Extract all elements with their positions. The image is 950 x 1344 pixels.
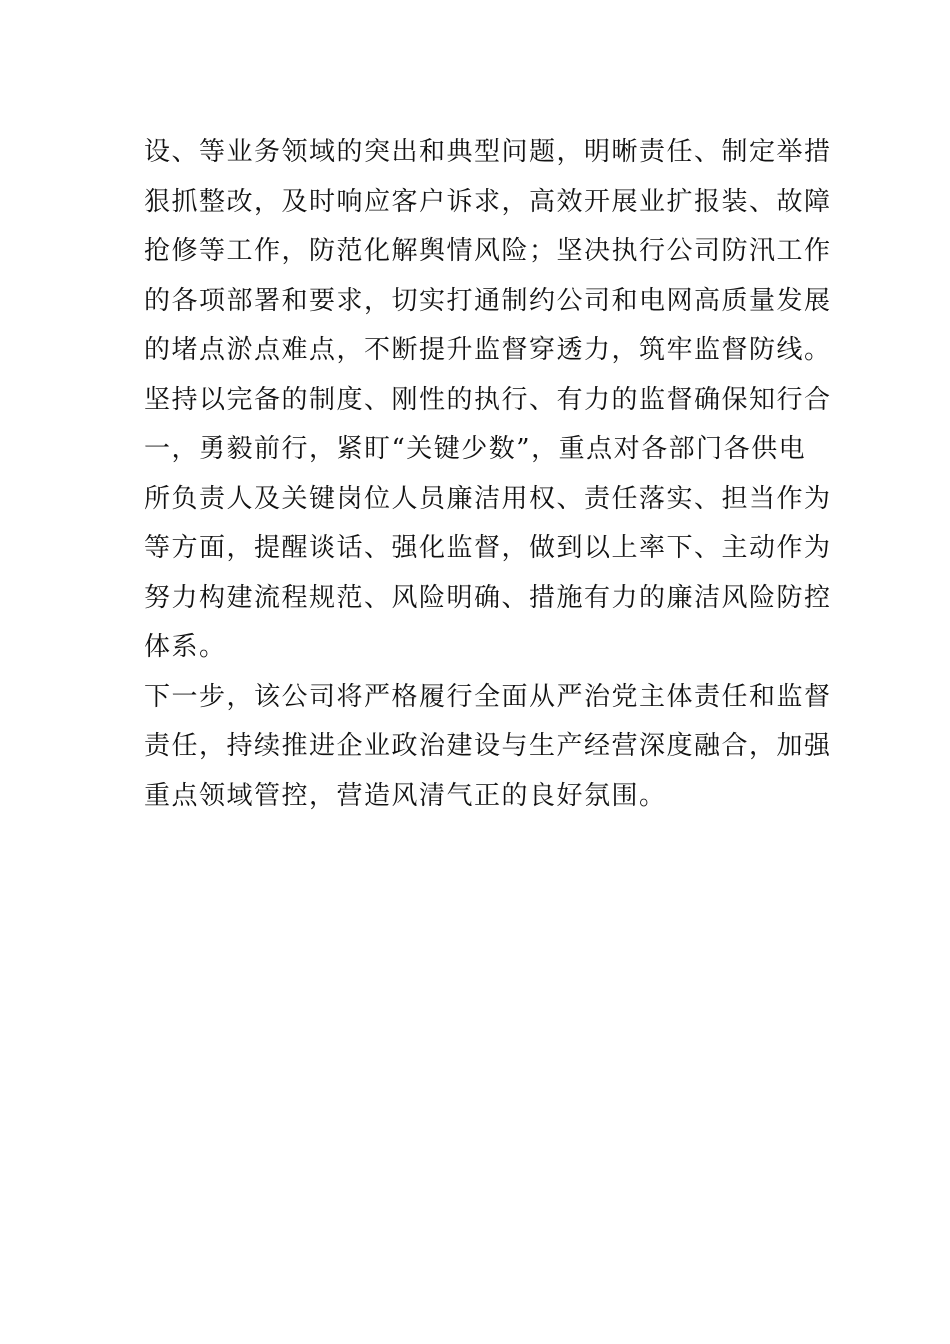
paragraph-3 [144, 673, 832, 822]
text-line: 坚持以完备的制度、刚性的执行、有力的监督确保知行合 [144, 384, 832, 415]
text-line: 努力构建流程规范、风险明确、措施有力的廉洁风险防控 [144, 582, 832, 613]
paragraph-1 [144, 128, 832, 376]
document-body [144, 128, 832, 821]
text-line: 等方面，提醒谈话、强化监督，做到以上率下、主动作为 [144, 533, 832, 563]
text-line: 抢修等工作，防范化解舆情风险；坚决执行公司防汛工作 [144, 236, 832, 266]
paragraph-2 [144, 376, 832, 673]
text-line: 的堵点淤点难点，不断提升监督穿透力，筑牢监督防线。 [144, 335, 832, 365]
text-line: 体系。 [144, 632, 227, 662]
text-line: 狠抓整改，及时响应客户诉求，高效开展业扩报装、故障 [144, 186, 832, 217]
text-line: 重点领域管控，营造风清气正的良好氛围。 [144, 780, 667, 811]
text-line: 下一步，该公司将严格履行全面从严治党主体责任和监督 [144, 681, 832, 712]
text-line: 责任，持续推进企业政治建设与生产经营深度融合，加强 [144, 731, 832, 761]
text-line: 一，勇毅前行，紧盯“关键少数”，重点对各部门各供电 [144, 434, 807, 464]
text-line: 所负责人及关键岗位人员廉洁用权、责任落实、担当作为 [144, 483, 832, 514]
text-line: 的各项部署和要求，切实打通制约公司和电网高质量发展 [144, 285, 832, 316]
text-line: 设、等业务领域的突出和典型问题，明晰责任、制定举措 [144, 137, 832, 167]
